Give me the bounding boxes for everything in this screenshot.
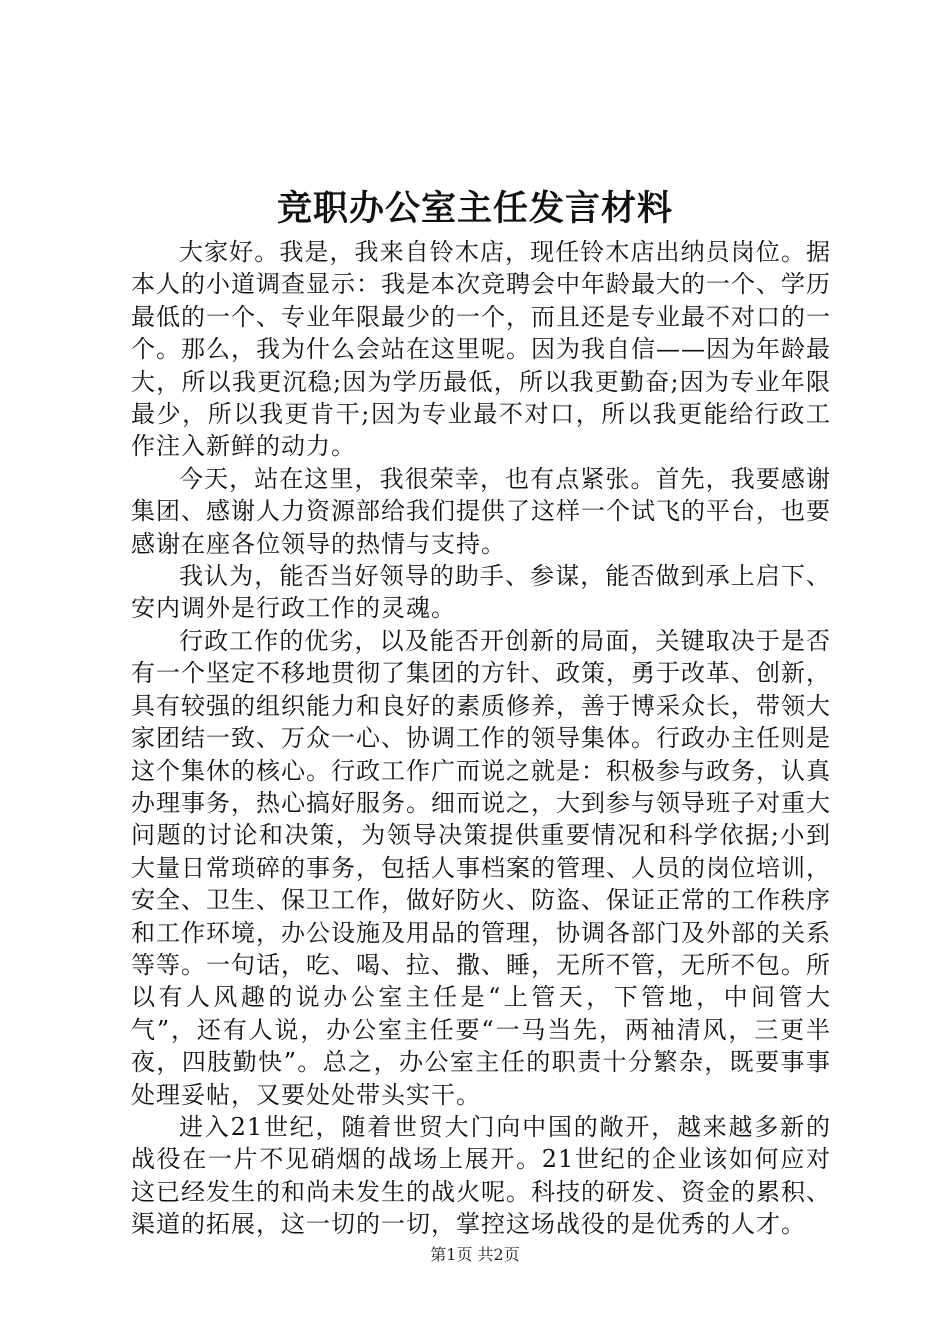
paragraph-3: 我认为，能否当好领导的助手、参谋，能否做到承上启下、安内调外是行政工作的灵魂。 <box>131 562 831 623</box>
paragraph-5: 进入21世纪，随着世贸大门向中国的敞开，越来越多新的战役在一片不见硝烟的战场上展开。21世纪的企业该如何应对这已经发生的和尚未发生的战火呢。科技的研发、资金的累积、渠道的拓展，这一切的一切，掌控这场战役的是优秀的人才。 <box>131 1112 831 1239</box>
paragraph-4: 行政工作的优劣，以及能否开创新的局面，关键取决于是否有一个坚定不移地贯彻了集团的方针、政策，勇于改革、创新，具有较强的组织能力和良好的素质修养，善于博采众长，带领大家团结一致、万众一心、协调工作的领导集体。行政办主任则是这个集休的核心。行政工作广而说之就是：积极参与政务，认真办理事务，热心搞好服务。细而说之，大到参与领导班子对重大问题的讨论和决策，为领导决策提供重要情况和科学依据;小到大量日常琐碎的事务，包括人事档案的管理、人员的岗位培训，安全、卫生、保卫工作，做好防火、防盗、保证正常的工作秩序和工作环境，办公设施及用品的管理，协调各部门及外部的关系等等。一句话，吃、喝、拉、撒、睡，无所不管，无所不包。所以有人风趣的说办公室主任是“上管天，下管地，中间管大气”，还有人说，办公室主任要“一马当先，两袖清风，三更半夜，四肢勤快”。总之，办公室主任的职责十分繁杂，既要事事处理妥帖，又要处处带头实干。 <box>131 626 831 1109</box>
document-body <box>131 236 831 1241</box>
paragraph-1: 大家好。我是，我来自铃木店，现任铃木店出纳员岗位。据本人的小道调查显示：我是本次竞聘会中年龄最大的一个、学历最低的一个、专业年限最少的一个，而且还是专业最不对口的一个。那么，我为什么会站在这里呢。因为我自信——因为年龄最大，所以我更沉稳;因为学历最低，所以我更勤奋;因为专业年限最少，所以我更肯干;因为专业最不对口，所以我更能给行政工作注入新鲜的动力。 <box>131 238 831 461</box>
page-footer: 第1页 共2页 <box>430 1245 520 1264</box>
paragraph-2: 今天，站在这里，我很荣幸，也有点紧张。首先，我要感谢集团、感谢人力资源部给我们提供了这样一个试飞的平台，也要感谢在座各位领导的热情与支持。 <box>131 464 831 558</box>
document-title: 竞职办公室主任发言材料 <box>276 188 673 229</box>
